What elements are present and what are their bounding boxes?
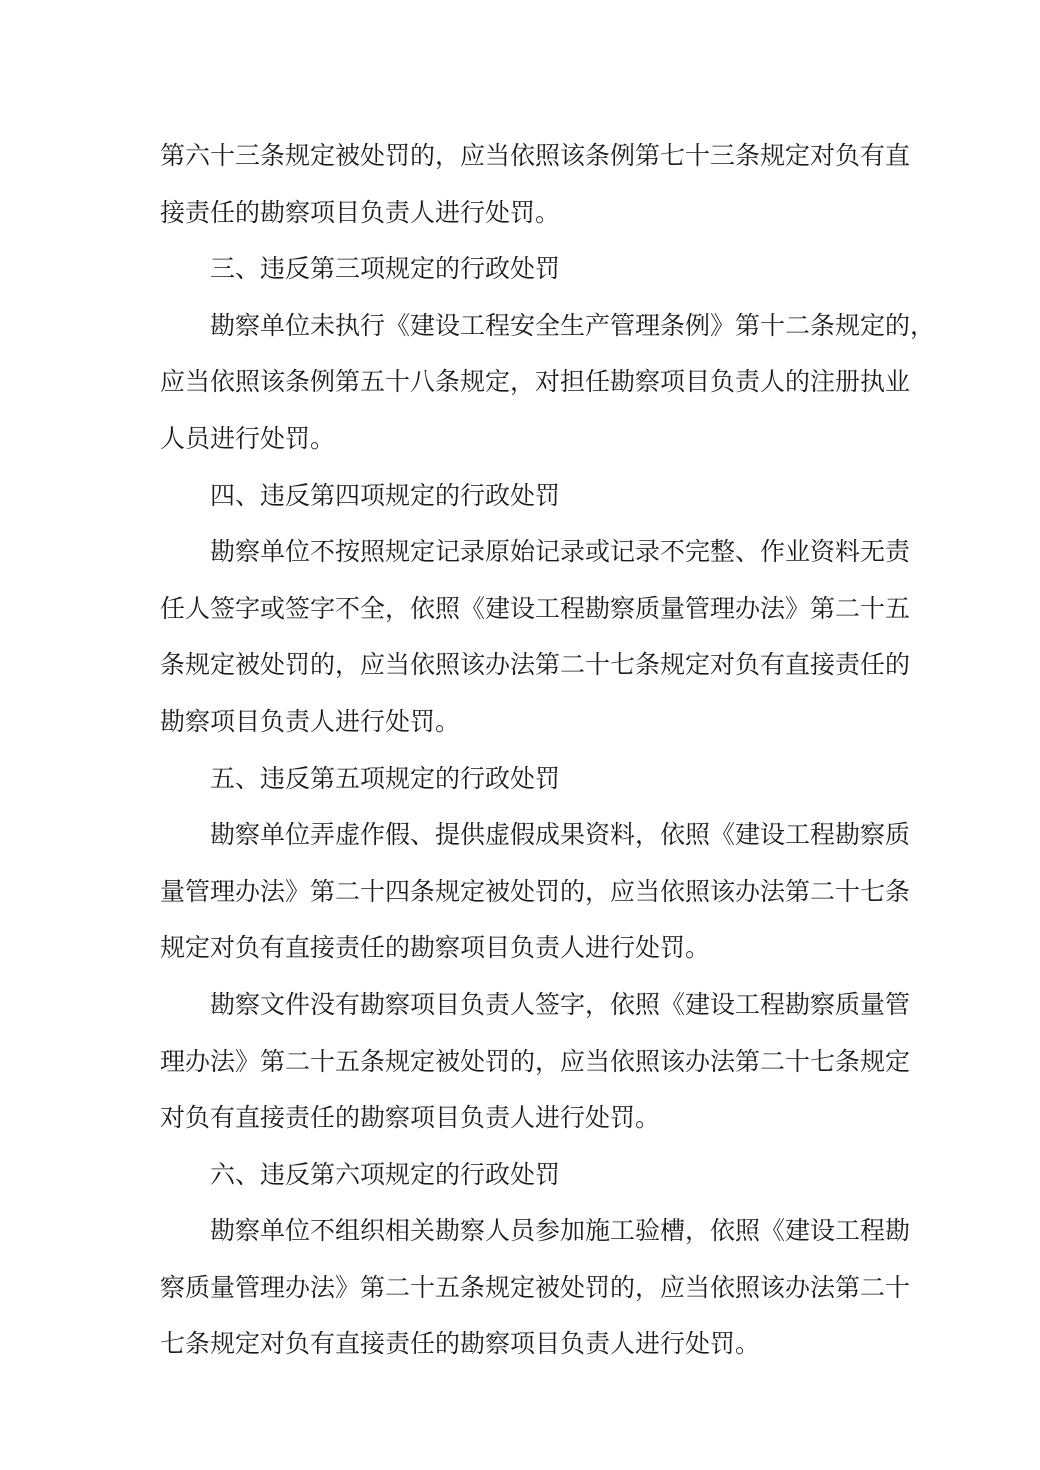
text-line: 勘察单位弄虚作假、提供虚假成果资料，依照《建设工程勘察质: [210, 820, 911, 850]
text-line: 条规定被处罚的，应当依照该办法第二十七条规定对负有直接责任的: [160, 650, 911, 680]
section-heading-3: 三、违反第三项规定的行政处罚: [210, 254, 561, 284]
text-line: 人员进行处罚。: [160, 423, 336, 453]
text-line: 七条规定对负有直接责任的勘察项目负责人进行处罚。: [160, 1329, 761, 1359]
text-line: 任人签字或签字不全，依照《建设工程勘察质量管理办法》第二十五: [160, 593, 911, 623]
section-heading-4: 四、违反第四项规定的行政处罚: [210, 480, 561, 510]
text-line: 勘察单位未执行《建设工程安全生产管理条例》第十二条规定的，: [210, 310, 936, 340]
document-body: [160, 128, 936, 1373]
text-line: 量管理办法》第二十四条规定被处罚的，应当依照该办法第二十七条: [160, 876, 911, 906]
text-line: 勘察项目负责人进行处罚。: [160, 706, 461, 736]
text-line: 察质量管理办法》第二十五条规定被处罚的，应当依照该办法第二十: [160, 1272, 911, 1302]
text-line: 理办法》第二十五条规定被处罚的，应当依照该办法第二十七条规定: [160, 1046, 911, 1076]
text-line: 第六十三条规定被处罚的，应当依照该条例第七十三条规定对负有直: [160, 141, 911, 170]
text-line: 勘察文件没有勘察项目负责人签字，依照《建设工程勘察质量管: [210, 989, 911, 1019]
section-heading-6: 六、违反第六项规定的行政处罚: [210, 1159, 561, 1189]
text-line: 勘察单位不组织相关勘察人员参加施工验槽，依照《建设工程勘: [210, 1216, 911, 1246]
section-heading-5: 五、违反第五项规定的行政处罚: [210, 763, 561, 793]
text-line: 接责任的勘察项目负责人进行处罚。: [160, 197, 561, 227]
text-line: 规定对负有直接责任的勘察项目负责人进行处罚。: [160, 933, 711, 963]
text-line: 对负有直接责任的勘察项目负责人进行处罚。: [160, 1103, 661, 1133]
text-line: 勘察单位不按照规定记录原始记录或记录不完整、作业资料无责: [210, 537, 911, 567]
text-line: 应当依照该条例第五十八条规定，对担任勘察项目负责人的注册执业: [160, 367, 911, 397]
